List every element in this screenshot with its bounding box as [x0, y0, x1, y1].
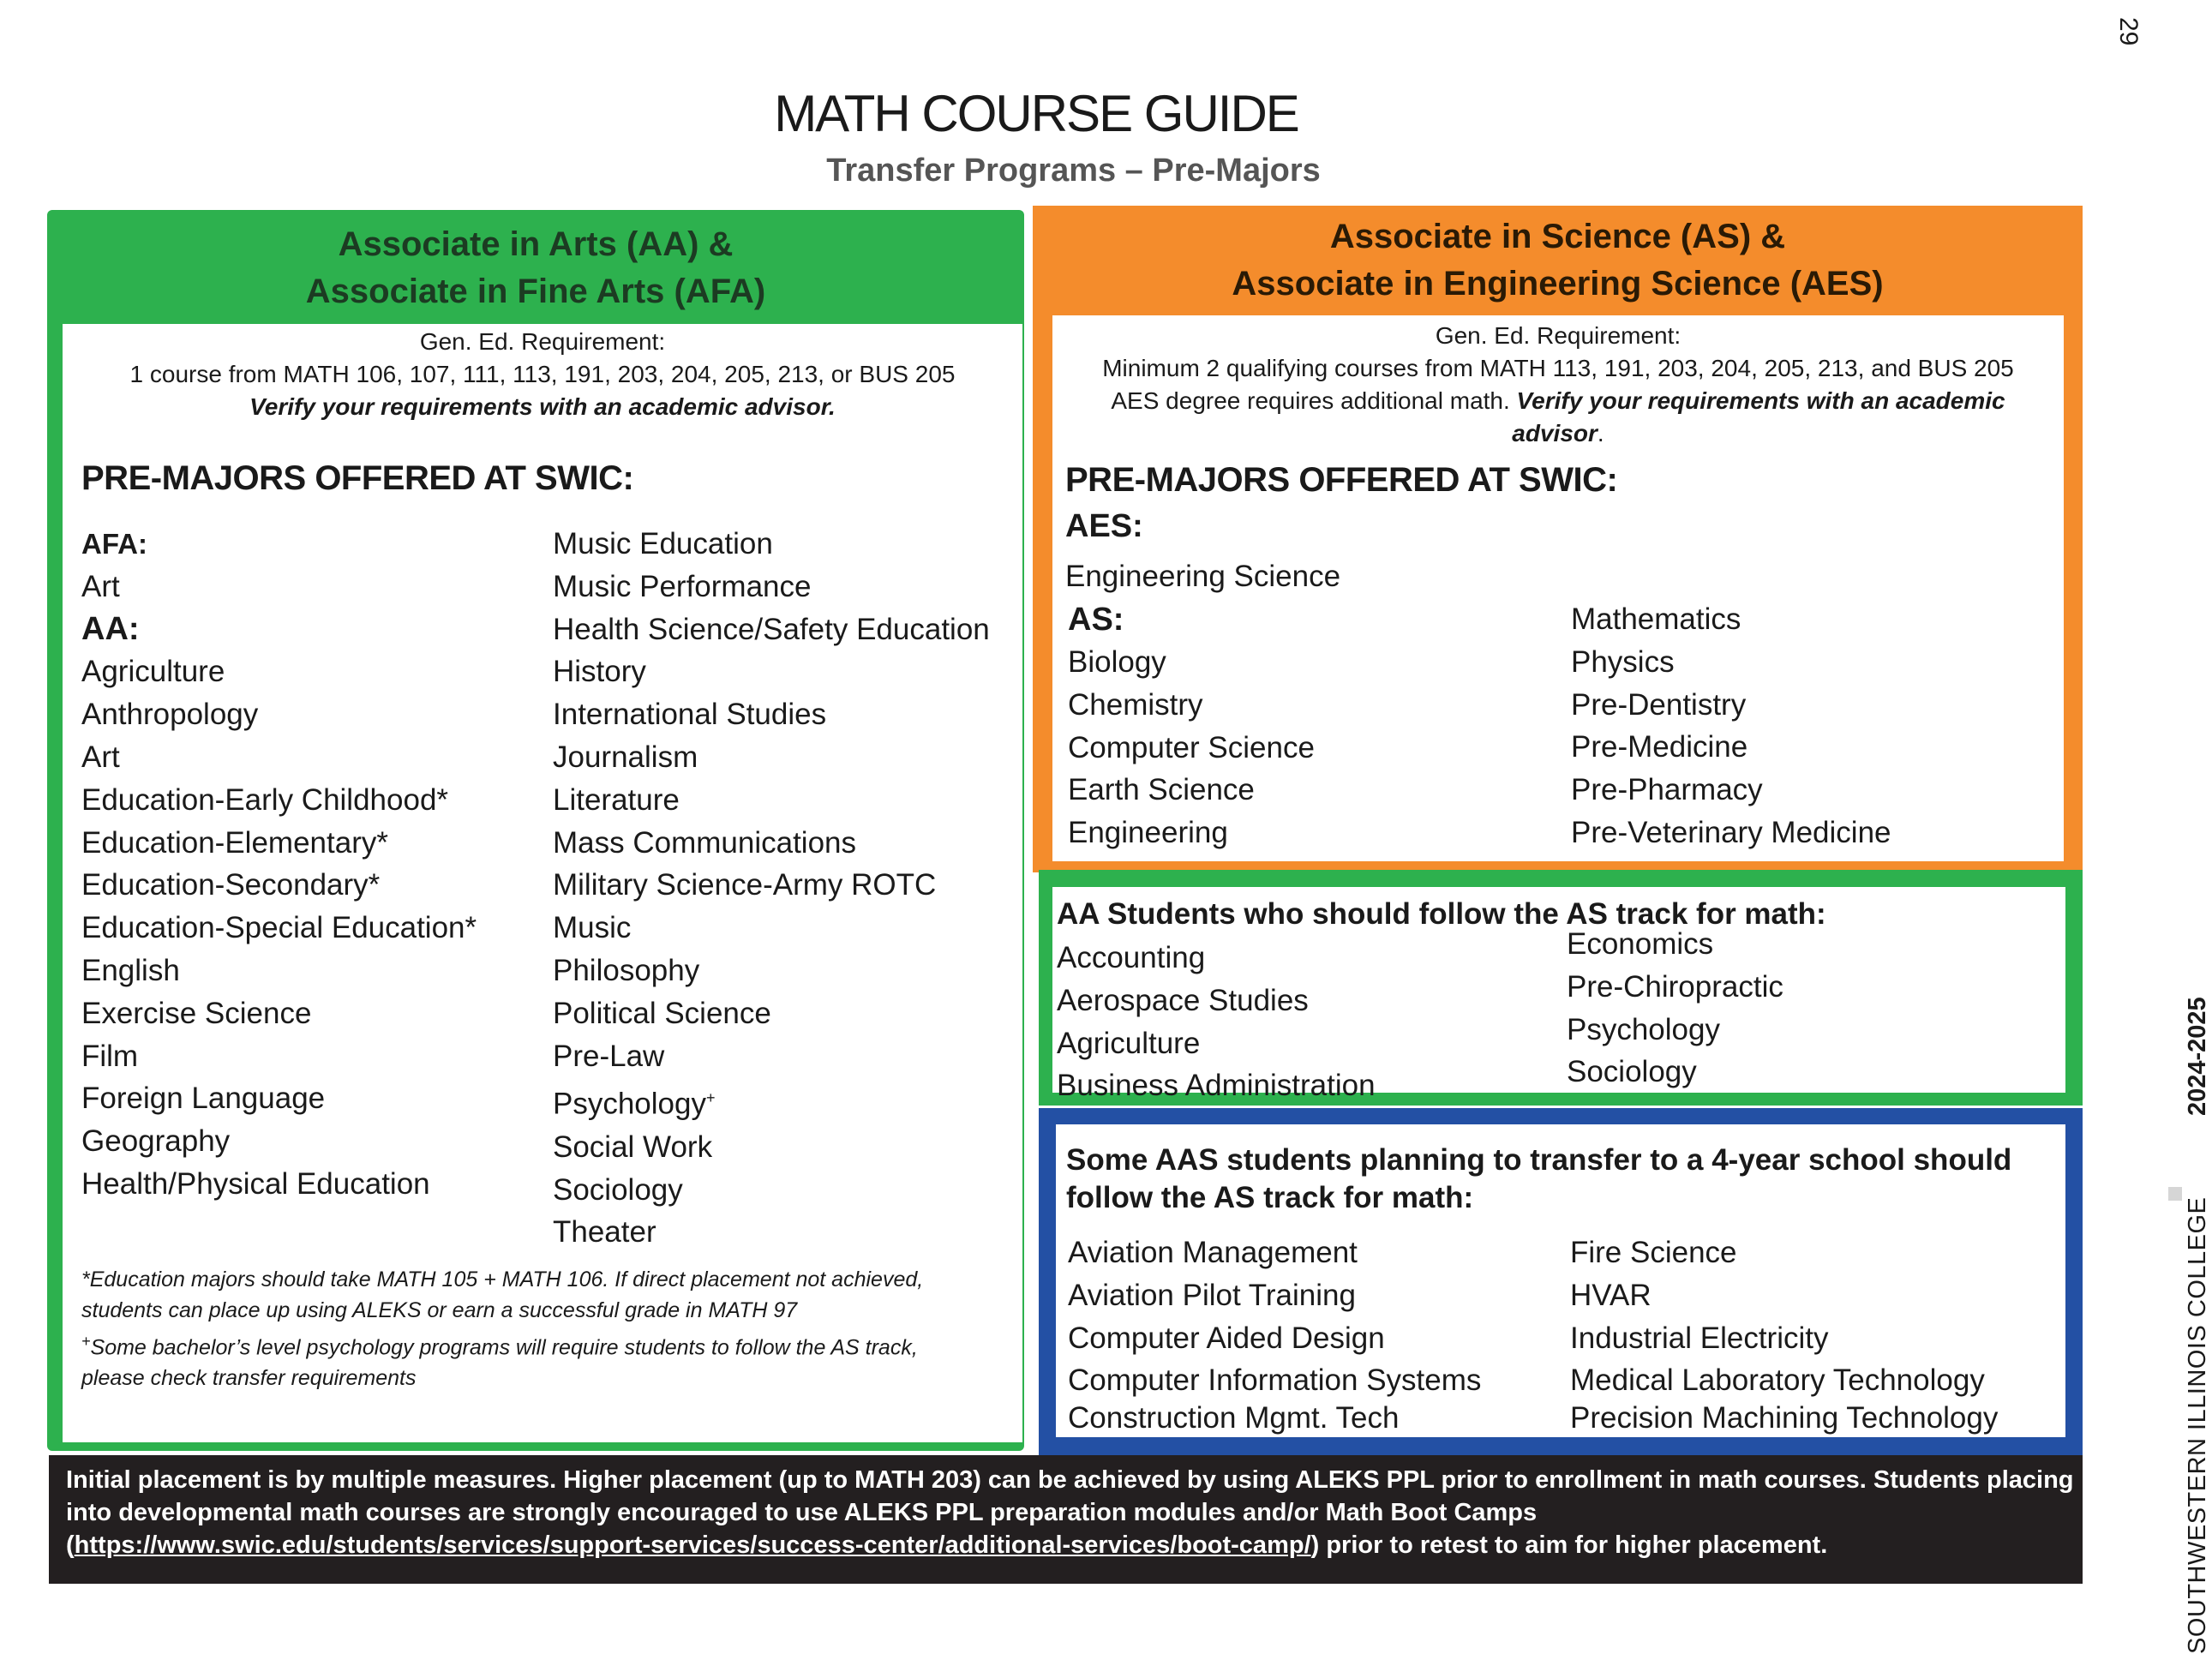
list-item: Aerospace Studies [1057, 983, 1309, 1017]
as-gen-ed-courses: Minimum 2 qualifying courses from MATH 113, 191, 203, 204, 205, 213, and BUS 205 [1102, 355, 2014, 381]
list-item: History [553, 655, 646, 689]
footnote-text: Some bachelor’s level psychology programs will require students to follow the AS track, [90, 1335, 918, 1360]
list-item: Precision Machining Technology [1570, 1401, 1999, 1435]
list-item: Music Education [553, 527, 773, 560]
placement-footer [49, 1455, 2083, 1584]
footer-line2: into developmental math courses are strongly encouraged to use ALEKS PPL preparation modules and/or Math Boot Camps [66, 1499, 1538, 1526]
list-item: Health/Physical Education [81, 1166, 430, 1201]
as-content [1052, 315, 2064, 861]
list-item: Industrial Electricity [1570, 1321, 1829, 1355]
list-item: Anthropology [81, 698, 259, 732]
list-item: Engineering [1068, 816, 1228, 850]
list-item: Theater [553, 1215, 656, 1249]
list-item: International Studies [553, 698, 827, 732]
footnote-line: students can place up using ALEKS or earn a successful grade in MATH 97 [81, 1298, 798, 1322]
list-item: Foreign Language [81, 1082, 326, 1116]
list-item: Construction Mgmt. Tech [1068, 1401, 1400, 1435]
list-item-psychology [553, 1077, 1016, 1125]
aa-content [63, 324, 1022, 1442]
list-item: Computer Science [1068, 730, 1315, 764]
list-item: Aviation Management [1068, 1236, 1358, 1269]
list-item: Education-Secondary* [81, 868, 381, 902]
list-item: Military Science-Army ROTC [553, 868, 937, 902]
aa-gen-ed-courses: 1 course from MATH 106, 107, 111, 113, 191, 203, 204, 205, 213, or BUS 205 [129, 361, 956, 387]
list-item: Exercise Science [81, 996, 312, 1030]
list-item: Agriculture [81, 655, 225, 689]
as-label: AS: [1068, 602, 1124, 638]
as-list-col1 [1068, 598, 1548, 854]
page-title: MATH COURSE GUIDE [774, 85, 1298, 142]
list-item: Music [553, 911, 632, 945]
list-item: Pre-Pharmacy [1571, 773, 1763, 807]
aa-to-as-content [1052, 887, 2065, 1103]
list-item: Agriculture [1057, 1026, 1201, 1060]
list-item: Mathematics [1571, 602, 1741, 636]
period: . [1597, 420, 1604, 446]
list-item: Pre-Dentistry [1571, 687, 1747, 722]
aa-label: AA: [81, 610, 140, 647]
list-item: Business Administration [1057, 1069, 1376, 1103]
list-item: Pre-Medicine [1571, 730, 1748, 764]
separator-square [2168, 1187, 2182, 1201]
aas-heading-line2: follow the AS track for math: [1066, 1181, 1474, 1214]
aa-gen-ed-label: Gen. Ed. Requirement: [419, 328, 666, 355]
list-item: Social Work [553, 1130, 713, 1164]
as-gen-ed-note [1052, 385, 2064, 417]
aa-premajors-heading: PRE-MAJORS OFFERED AT SWIC: [81, 459, 634, 497]
page-subtitle: Transfer Programs – Pre-Majors [826, 153, 1321, 189]
aes-note: AES degree requires additional math. [1111, 387, 1510, 414]
aa-to-as-col2 [1567, 923, 2055, 1094]
list-item: Physics [1571, 644, 1675, 679]
list-item: Medical Laboratory Technology [1570, 1363, 1985, 1398]
list-item: Education-Special Education* [81, 911, 477, 945]
aa-heading-line1: Associate in Arts (AA) & [338, 225, 734, 263]
aes-label: AES: [1065, 508, 1143, 544]
list-item: Pre-Chiropractic [1567, 969, 1783, 1004]
list-item: Psychology [1567, 1012, 1720, 1046]
footnote-line: *Education majors should take MATH 105 + MATH 106. If direct placement not achieved, [81, 1267, 924, 1291]
as-gen-ed-note2 [1052, 417, 2064, 450]
list-item: Health Science/Safety Education [553, 612, 990, 646]
list-item: Music Performance [553, 569, 812, 603]
list-item: HVAR [1570, 1278, 1652, 1312]
list-item: Film [81, 1039, 139, 1073]
aa-to-as-col1 [1057, 937, 1554, 1103]
list-item: Mass Communications [553, 825, 856, 860]
footer-tail: ) prior to retest to aim for higher placement. [1310, 1531, 1828, 1559]
as-gen-ed-label: Gen. Ed. Requirement: [1435, 322, 1681, 349]
list-item: Pre-Veterinary Medicine [1571, 815, 1891, 849]
aa-list-col2 [553, 523, 1016, 1254]
footer-line3 [66, 1529, 2065, 1561]
plus-mark: + [81, 1333, 91, 1350]
list-item: Pre-Law [553, 1039, 665, 1073]
aa-verify: Verify your requirements with an academic advisor. [249, 393, 836, 420]
aas-heading-line1: Some AAS students planning to transfer to a 4-year school should [1066, 1143, 2012, 1177]
plus-mark: + [705, 1089, 716, 1107]
aas-col2 [1570, 1232, 2059, 1440]
open-paren: ( [66, 1531, 75, 1559]
as-gen-ed [1052, 315, 2064, 450]
list-item: Philosophy [553, 953, 700, 987]
list-item: Economics [1567, 927, 1714, 961]
list-item: Computer Aided Design [1068, 1321, 1385, 1355]
footer-line1: Initial placement is by multiple measures. Higher placement (up to MATH 203) can be achieved by using ALEKS PPL prior to enrollment in math courses. Students placing [66, 1466, 2074, 1494]
list-item: Education-Early Childhood* [81, 782, 449, 817]
footnote-line [81, 1326, 1016, 1363]
list-item: Fire Science [1570, 1236, 1737, 1269]
aas-col1 [1068, 1232, 1565, 1440]
as-verify-b: advisor [1512, 420, 1598, 446]
list-item: Art [81, 569, 120, 603]
footnote-line: please check transfer requirements [81, 1366, 417, 1391]
as-verify-a: Verify your requirements with an academic [1516, 387, 2005, 414]
aa-gen-ed [63, 324, 1022, 423]
list-item: Biology [1068, 645, 1166, 679]
aa-footnotes [81, 1264, 1016, 1393]
list-item: Computer Information Systems [1068, 1363, 1482, 1398]
list-item: Earth Science [1068, 773, 1255, 807]
list-item: Art [81, 740, 120, 774]
list-item: Geography [81, 1124, 231, 1159]
as-premajors-heading: PRE-MAJORS OFFERED AT SWIC: [1065, 461, 1618, 499]
list-item: Engineering Science [1065, 560, 1341, 593]
list-item: Education-Elementary* [81, 825, 388, 860]
list-item: Chemistry [1068, 687, 1203, 722]
list-item: Literature [553, 782, 680, 817]
boot-camp-link[interactable]: https://www.swic.edu/students/services/support-services/success-center/additional-services/boot-camp/ [74, 1531, 1311, 1559]
aa-heading [47, 214, 1024, 326]
list-item: Aviation Pilot Training [1068, 1278, 1356, 1312]
list-item: Sociology [1567, 1055, 1697, 1089]
college-name: SOUTHWESTERN ILLINOIS COLLEGE [2184, 1196, 2211, 1654]
aa-to-as-heading: AA Students who should follow the AS track for math: [1057, 897, 1826, 931]
list-item: Political Science [553, 996, 771, 1030]
aas-content [1056, 1124, 2065, 1437]
as-heading-line2: Associate in Engineering Science (AES) [1232, 265, 1884, 303]
as-heading-line1: Associate in Science (AS) & [1329, 218, 1786, 255]
page-number: 29 [2114, 17, 2143, 46]
as-heading [1033, 210, 2083, 313]
academic-year: 2024-2025 [2184, 997, 2211, 1116]
as-list-col2 [1571, 598, 2059, 854]
list-item: English [81, 953, 180, 987]
list-item: Journalism [553, 740, 698, 774]
aa-list-col1 [81, 523, 544, 1206]
list-item: Sociology [553, 1172, 683, 1207]
aas-heading [1066, 1142, 2011, 1217]
aa-heading-line2: Associate in Fine Arts (AFA) [305, 273, 766, 310]
list-item-text: Psychology [553, 1088, 706, 1122]
list-item: Accounting [1057, 941, 1206, 974]
afa-label: AFA: [81, 528, 147, 560]
